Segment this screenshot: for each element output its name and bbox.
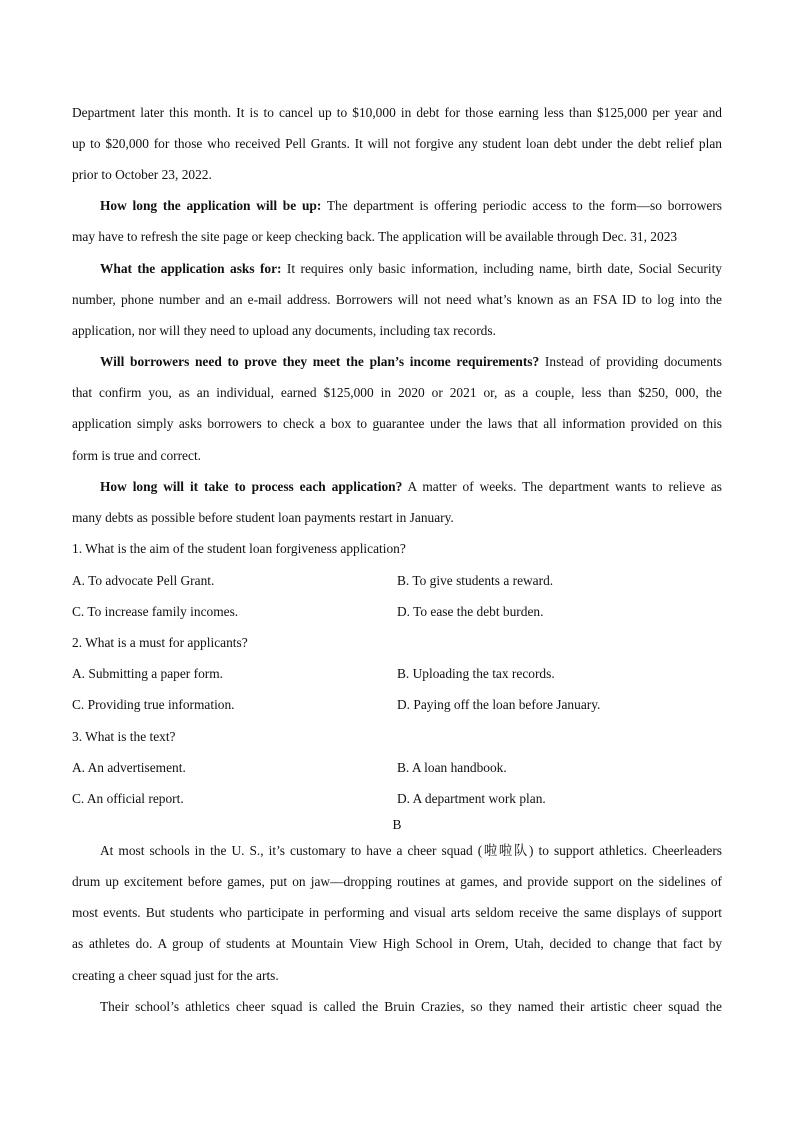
body-text: It requires only basic information, including name, birth date, Social Security <box>281 261 722 276</box>
question-stem: 2. What is a must for applicants? <box>72 635 248 650</box>
body-text-line: number, phone number and an e-mail address. Borrowers will not need what’s known as an FSA ID to log into the <box>72 292 722 307</box>
body-text-line: may have to refresh the site page or keep checking back. The application will be available through Dec. 31, 2023 <box>72 229 678 244</box>
body-text: Instead of providing documents <box>539 354 722 369</box>
option-d: D. Paying off the loan before January. <box>397 697 601 712</box>
paragraph-heading: What the application asks for: <box>100 261 282 276</box>
body-text: The department is offering periodic access to the form—so borrowers <box>321 198 723 213</box>
option-b: B. A loan handbook. <box>397 760 507 775</box>
body-text-line: Their school’s athletics cheer squad is called the Bruin Crazies, so they named their artistic cheer squad the <box>100 999 722 1014</box>
paragraph-line <box>100 352 722 372</box>
paragraph-heading: How long will it take to process each application? <box>100 479 403 494</box>
option-c: C. Providing true information. <box>72 697 235 712</box>
section-label: B <box>392 817 402 832</box>
body-text-line: as athletes do. A group of students at Mountain View High School in Orem, Utah, decided to change that fact by <box>72 936 722 951</box>
body-text-line: drum up excitement before games, put on jaw—dropping routines at games, and provide support on the sidelines of <box>72 874 722 889</box>
paragraph-heading: Will borrowers need to prove they meet the plan’s income requirements? <box>100 354 540 369</box>
option-a: A. To advocate Pell Grant. <box>72 573 215 588</box>
body-text-line: up to $20,000 for those who received Pell Grants. It will not forgive any student loan debt under the debt relief plan <box>72 136 722 151</box>
option-d: D. A department work plan. <box>397 791 546 806</box>
question-stem: 1. What is the aim of the student loan forgiveness application? <box>72 541 406 556</box>
option-b: B. Uploading the tax records. <box>397 666 555 681</box>
body-text-line: Department later this month. It is to cancel up to $10,000 in debt for those earning less than $125,000 per year and <box>72 105 722 120</box>
option-b: B. To give students a reward. <box>397 573 554 588</box>
option-d: D. To ease the debt burden. <box>397 604 544 619</box>
option-c: C. To increase family incomes. <box>72 604 239 619</box>
body-text-line: creating a cheer squad just for the arts. <box>72 968 279 983</box>
paragraph-line <box>100 259 722 279</box>
option-c: C. An official report. <box>72 791 184 806</box>
body-text-line: At most schools in the U. S., it’s customary to have a cheer squad (啦啦队) to support athletics. Cheerleaders <box>100 843 722 858</box>
question-stem: 3. What is the text? <box>72 729 176 744</box>
option-a: A. Submitting a paper form. <box>72 666 223 681</box>
body-text-line: that confirm you, as an individual, earned $125,000 in 2020 or 2021 or, as a couple, less than $250, 000, the <box>72 385 722 400</box>
body-text-line: many debts as possible before student loan payments restart in January. <box>72 510 454 525</box>
paragraph-line <box>100 477 722 497</box>
paragraph-line <box>100 196 722 216</box>
body-text-line: prior to October 23, 2022. <box>72 167 212 182</box>
paragraph-heading: How long the application will be up: <box>100 198 322 213</box>
option-a: A. An advertisement. <box>72 760 186 775</box>
body-text-line: most events. But students who participate in performing and visual arts seldom receive the same displays of support <box>72 905 722 920</box>
body-text-line: application, nor will they need to upload any documents, including tax records. <box>72 323 496 338</box>
body-text-line: application simply asks borrowers to check a box to guarantee under the laws that all information provided on this <box>72 416 722 431</box>
body-text: A matter of weeks. The department wants to relieve as <box>402 479 722 494</box>
body-text-line: form is true and correct. <box>72 448 202 463</box>
